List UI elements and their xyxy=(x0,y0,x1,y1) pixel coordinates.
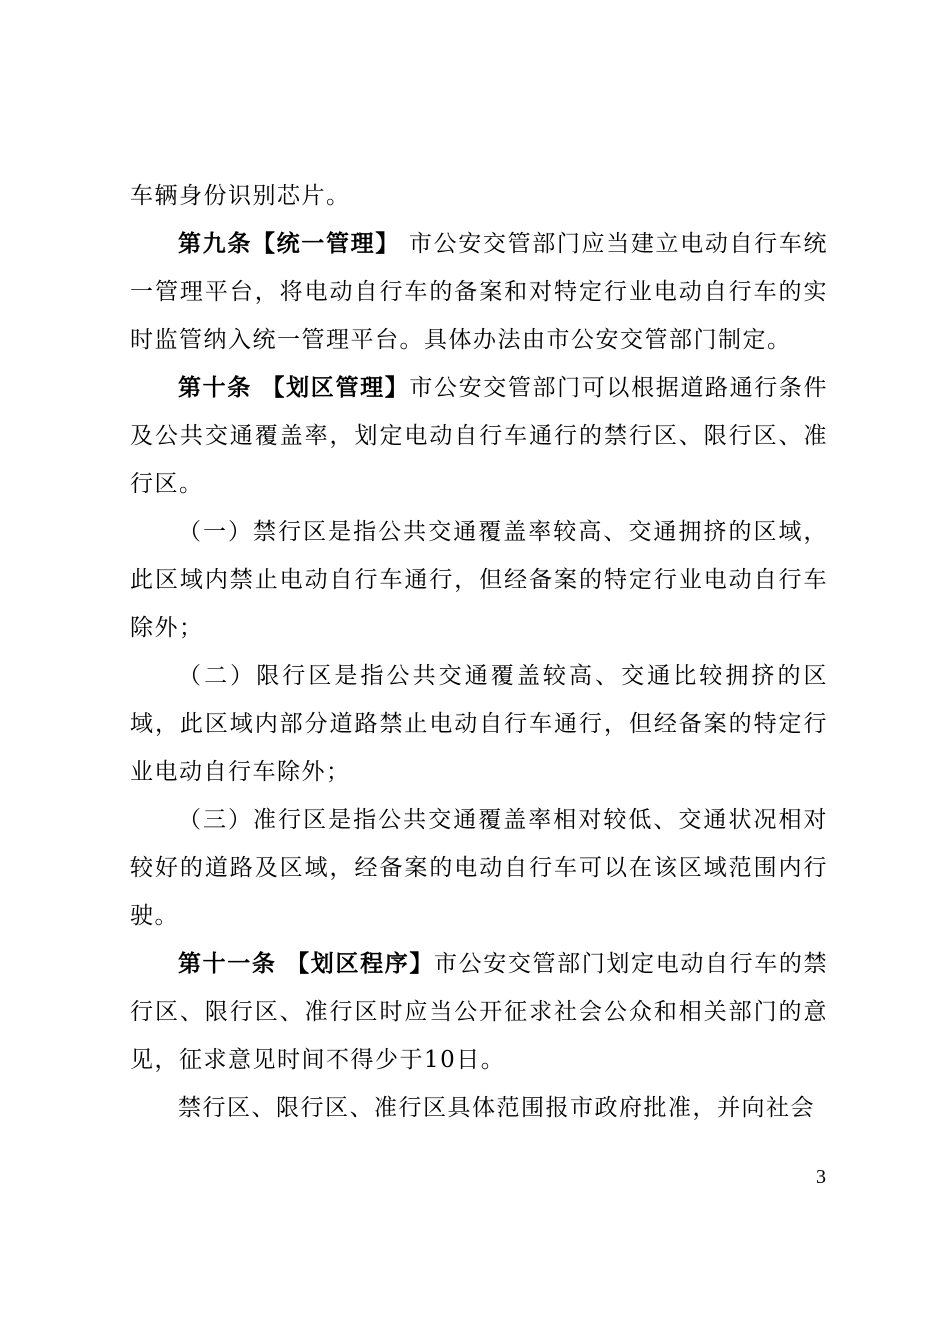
page-number: 3 xyxy=(816,1166,826,1188)
paragraph-3 xyxy=(130,364,828,508)
article-heading: 第九条【统一管理】 xyxy=(178,230,400,257)
paragraph-text: 市公安交管部门可以根据道路通行条件及公共交通覆盖率，划定电动自行车通行的禁行区、限行区、准行区。 xyxy=(130,375,829,497)
paragraph-text: （二）限行区是指公共交通覆盖较高、交通比较拥挤的区域，此区域内部分道路禁止电动自行车通行，但经备案的特定行业电动自行车除外； xyxy=(130,663,828,785)
paragraph-1 xyxy=(130,172,828,220)
paragraph-text: （三）准行区是指公共交通覆盖率相对较低、交通状况相对较好的道路及区域，经备案的电动自行车可以在该区域范围内行驶。 xyxy=(130,807,828,929)
article-heading: 第十一条 【划区程序】 xyxy=(178,950,434,977)
paragraph-6 xyxy=(130,796,828,940)
article-heading: 第十条 【划区管理】 xyxy=(178,374,410,401)
paragraph-8 xyxy=(130,1084,828,1132)
paragraph-text: 禁行区、限行区、准行区具体范围报市政府批准，并向社会 xyxy=(178,1095,815,1121)
paragraph-7 xyxy=(130,940,828,1084)
paragraph-5 xyxy=(130,652,828,796)
paragraph-text: 车辆身份识别芯片。 xyxy=(130,183,351,209)
paragraph-text: 市公安交管部门划定电动自行车的禁行区、限行区、准行区时应当公开征求社会公众和相关部门的意见，征求意见时间不得少于10日。 xyxy=(130,951,828,1073)
document-body xyxy=(130,172,828,1132)
paragraph-4 xyxy=(130,508,828,652)
paragraph-text: 市公安交管部门应当建立电动自行车统一管理平台，将电动自行车的备案和对特定行业电动自行车的实时监管纳入统一管理平台。具体办法由市公安交管部门制定。 xyxy=(130,231,829,353)
paragraph-text: （一）禁行区是指公共交通覆盖率较高、交通拥挤的区域，此区域内禁止电动自行车通行，但经备案的特定行业电动自行车除外； xyxy=(130,519,828,641)
paragraph-2 xyxy=(130,220,828,364)
